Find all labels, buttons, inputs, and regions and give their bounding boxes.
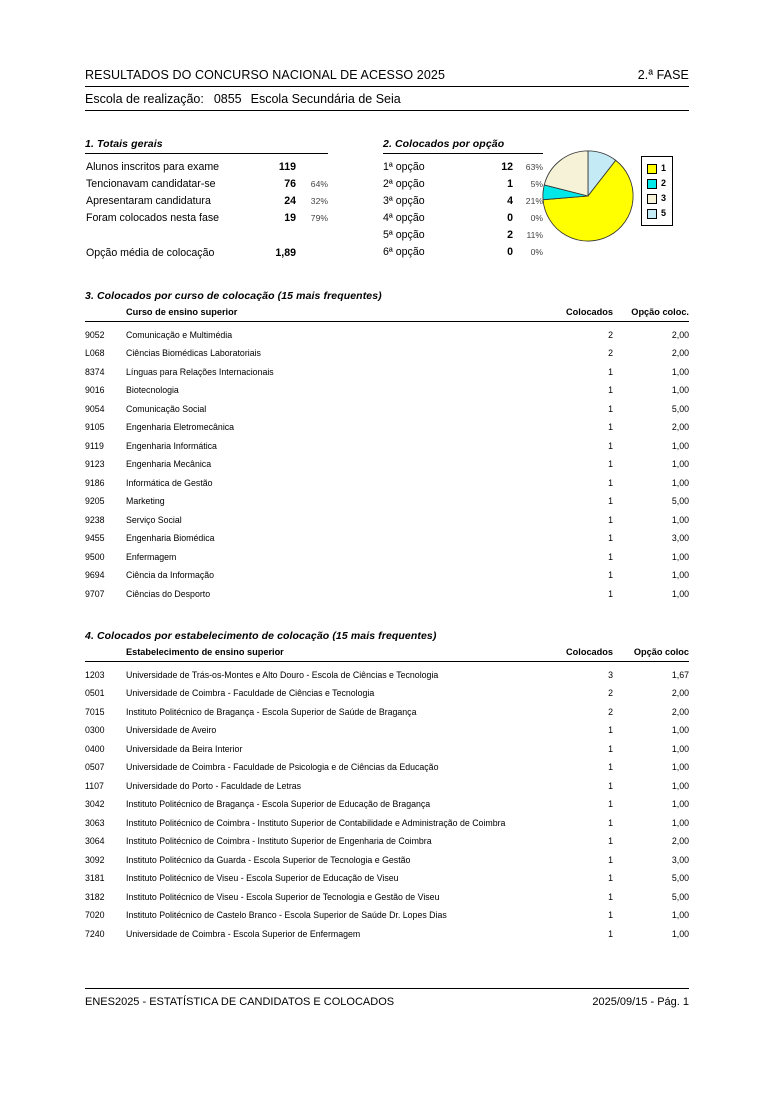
- row-opcao: 2,00: [671, 688, 689, 699]
- row-opcao: 2,00: [671, 706, 689, 717]
- row-opcao: 5,00: [671, 873, 689, 884]
- row-colocados: 1: [608, 891, 613, 902]
- table-row: [85, 703, 689, 721]
- totais-row: [85, 161, 328, 178]
- table-row: [85, 721, 689, 739]
- pie-chart-legend: [641, 156, 673, 226]
- row-code: 3063: [85, 817, 105, 828]
- row-opcao: 1,00: [671, 514, 689, 525]
- footer-row: [85, 989, 689, 1008]
- row-code: 9123: [85, 459, 105, 470]
- table-row: [85, 869, 689, 887]
- row-colocados: 1: [608, 514, 613, 525]
- row-name: Universidade do Porto - Faculdade de Letras: [126, 780, 302, 791]
- section-1-divider: [85, 153, 328, 154]
- pie-chart: [540, 148, 636, 244]
- row-name: Universidade de Trás-os-Montes e Alto Douro - Escola de Ciências e Tecnologia: [126, 670, 439, 680]
- totais-value: 19: [284, 212, 296, 224]
- row-name: Instituto Politécnico de Castelo Branco - Escola Superior de Saúde Dr. Lopes Dias: [126, 910, 447, 921]
- row-opcao: 1,00: [671, 725, 689, 736]
- opcao-label: 2ª opção: [383, 178, 425, 190]
- row-name: Marketing: [126, 496, 165, 507]
- row-name: Instituto Politécnico de Coimbra - Instituto Superior de Engenharia de Coimbra: [126, 836, 432, 847]
- row-code: 3182: [85, 891, 105, 902]
- school-code: 0855: [213, 92, 242, 106]
- row-opcao: 2,00: [671, 422, 689, 433]
- table-row: [85, 363, 689, 381]
- row-code: 9707: [85, 588, 105, 599]
- table-row: [85, 492, 689, 510]
- row-code: 9500: [85, 551, 105, 562]
- opcao-row: [383, 246, 543, 263]
- page-title: RESULTADOS DO CONCURSO NACIONAL DE ACESSO 2025: [85, 68, 446, 82]
- totais-percent: 32%: [310, 196, 328, 206]
- opcao-percent: 21%: [525, 196, 543, 206]
- opcao-label: 4ª opção: [383, 212, 425, 224]
- row-opcao: 1,00: [671, 588, 689, 599]
- row-code: 9016: [85, 385, 105, 396]
- row-name: Universidade de Coimbra - Escola Superior de Enfermagem: [126, 928, 361, 939]
- column-header-curso: Curso de ensino superior: [126, 302, 539, 322]
- table-row: [85, 511, 689, 529]
- row-colocados: 1: [608, 551, 613, 562]
- opcao-value: 4: [507, 195, 513, 207]
- row-code: 1203: [85, 670, 105, 680]
- row-code: 0507: [85, 762, 105, 773]
- row-name: Línguas para Relações Internacionais: [126, 366, 274, 377]
- row-code: 9205: [85, 496, 105, 507]
- opcao-row: [383, 229, 543, 246]
- school-row: [85, 87, 689, 106]
- table-row: [85, 740, 689, 758]
- opcao-row: [383, 212, 543, 229]
- table-row: [85, 924, 689, 942]
- row-code: L068: [85, 348, 105, 359]
- row-name: Ciência da Informação: [126, 570, 215, 581]
- legend-label: 1: [661, 163, 667, 173]
- row-code: 0501: [85, 688, 105, 699]
- school-label: Escola de realização:: [85, 92, 204, 106]
- opcao-percent: 0%: [530, 213, 543, 223]
- row-code: 3092: [85, 854, 105, 865]
- row-colocados: 2: [608, 330, 613, 340]
- row-opcao: 1,00: [671, 570, 689, 581]
- row-name: Instituto Politécnico de Bragança - Escola Superior de Saúde de Bragança: [126, 706, 417, 717]
- table-row: [85, 474, 689, 492]
- row-code: 9694: [85, 570, 105, 581]
- opcao-label: 5ª opção: [383, 229, 425, 241]
- row-name: Comunicação Social: [126, 403, 207, 414]
- row-opcao: 1,00: [671, 440, 689, 451]
- row-name: Engenharia Biomédica: [126, 533, 215, 544]
- opcao-label: 6ª opção: [383, 246, 425, 258]
- table-row: [85, 566, 689, 584]
- table-row: [85, 418, 689, 436]
- section-4-colocados-por-estabelecimento: [85, 630, 689, 943]
- row-name: Instituto Politécnico de Viseu - Escola Superior de Tecnologia e Gestão de Viseu: [126, 891, 440, 902]
- row-name: Biotecnologia: [126, 385, 179, 396]
- row-opcao: 2,00: [671, 836, 689, 847]
- row-name: Instituto Politécnico de Viseu - Escola Superior de Educação de Viseu: [126, 873, 399, 884]
- row-opcao: 5,00: [671, 496, 689, 507]
- row-name: Enfermagem: [126, 551, 177, 562]
- row-colocados: 1: [608, 910, 613, 921]
- row-code: 9238: [85, 514, 105, 525]
- table-row: [85, 662, 689, 685]
- row-colocados: 1: [608, 588, 613, 599]
- totais-label: Tencionavam candidatar-se: [86, 178, 216, 190]
- opcao-percent: 5%: [530, 179, 543, 189]
- legend-item-5: [647, 206, 666, 221]
- column-header-opcao: Opção coloc: [613, 642, 689, 662]
- table-row: [85, 795, 689, 813]
- row-code: 9054: [85, 403, 105, 414]
- opcao-media-label: Opção média de colocação: [86, 247, 215, 259]
- totais-value: 24: [284, 195, 296, 207]
- totais-label: Foram colocados nesta fase: [86, 212, 220, 224]
- table-row: [85, 851, 689, 869]
- row-opcao: 5,00: [671, 403, 689, 414]
- row-colocados: 1: [608, 533, 613, 544]
- row-name: Universidade de Coimbra - Faculdade de Psicologia e de Ciências da Educação: [126, 762, 439, 773]
- table-row: [85, 832, 689, 850]
- legend-swatch-icon: [647, 179, 657, 189]
- table-row: [85, 584, 689, 602]
- row-name: Ciências do Desporto: [126, 588, 211, 599]
- row-colocados: 1: [608, 799, 613, 810]
- row-colocados: 1: [608, 366, 613, 377]
- row-colocados: 1: [608, 725, 613, 736]
- section-3-title: 3. Colocados por curso de colocação (15 mais frequentes): [85, 290, 382, 302]
- row-colocados: 1: [608, 385, 613, 396]
- row-colocados: 1: [608, 496, 613, 507]
- row-opcao: 2,00: [671, 330, 689, 340]
- pie-chart-area: [540, 148, 690, 254]
- row-code: 9455: [85, 533, 105, 544]
- row-code: 8374: [85, 366, 105, 377]
- row-colocados: 2: [608, 348, 613, 359]
- row-colocados: 1: [608, 873, 613, 884]
- totais-percent: 79%: [310, 213, 328, 223]
- table-row: [85, 455, 689, 473]
- opcao-row: [383, 178, 543, 195]
- totais-label: Alunos inscritos para exame: [86, 161, 220, 173]
- row-colocados: 2: [608, 706, 613, 717]
- row-name: Serviço Social: [126, 514, 182, 525]
- row-name: Instituto Politécnico de Bragança - Escola Superior de Educação de Bragança: [126, 799, 431, 810]
- legend-item-2: [647, 176, 666, 191]
- totais-row: [85, 212, 328, 229]
- row-opcao: 1,67: [671, 670, 689, 680]
- row-name: Engenharia Informática: [126, 440, 217, 451]
- opcao-value: 0: [507, 246, 513, 258]
- opcao-row: [383, 161, 543, 178]
- row-colocados: 1: [608, 477, 613, 488]
- section-2-rows: [383, 161, 543, 263]
- row-code: 3181: [85, 873, 105, 884]
- table-row: [85, 400, 689, 418]
- opcao-media-row: [85, 247, 328, 264]
- row-code: 7240: [85, 928, 105, 939]
- table-row: [85, 777, 689, 795]
- totais-row: [85, 195, 328, 212]
- totais-percent: 64%: [310, 179, 328, 189]
- table-row: [85, 684, 689, 702]
- column-header-code: [85, 642, 126, 662]
- table-row: [85, 381, 689, 399]
- row-opcao: 1,00: [671, 780, 689, 791]
- row-colocados: 1: [608, 854, 613, 865]
- column-header-opcao: Opção coloc.: [613, 302, 689, 322]
- document-header: [85, 68, 689, 111]
- opcao-percent: 11%: [526, 230, 543, 240]
- row-opcao: 1,00: [671, 477, 689, 488]
- table-row: [85, 814, 689, 832]
- row-code: 7015: [85, 706, 105, 717]
- totais-row: [85, 178, 328, 195]
- row-code: 7020: [85, 910, 105, 921]
- row-colocados: 1: [608, 743, 613, 754]
- row-code: 9119: [85, 440, 104, 451]
- row-opcao: 1,00: [671, 385, 689, 396]
- legend-label: 5: [661, 208, 667, 218]
- row-colocados: 1: [608, 440, 613, 451]
- row-name: Informática de Gestão: [126, 477, 213, 488]
- legend-swatch-icon: [647, 164, 657, 174]
- opcao-label: 3ª opção: [383, 195, 425, 207]
- table-header-row: [85, 642, 689, 662]
- row-colocados: 1: [608, 403, 613, 414]
- row-opcao: 1,00: [671, 366, 689, 377]
- legend-label: 3: [661, 193, 667, 203]
- row-colocados: 3: [608, 670, 613, 680]
- section-1-totais-gerais: [85, 138, 328, 264]
- table-row: [85, 906, 689, 924]
- row-spacer: [85, 229, 328, 247]
- row-colocados: 1: [608, 459, 613, 470]
- row-name: Comunicação e Multimédia: [126, 330, 233, 340]
- table-row: [85, 437, 689, 455]
- row-name: Engenharia Eletromecânica: [126, 422, 235, 433]
- column-header-colocados: Colocados: [539, 302, 613, 322]
- document-page: [85, 0, 689, 1093]
- row-opcao: 1,00: [671, 910, 689, 921]
- section-2-colocados-por-opcao: [383, 138, 543, 263]
- header-title-row: [85, 68, 689, 82]
- row-opcao: 1,00: [671, 551, 689, 562]
- section-4-title: 4. Colocados por estabelecimento de colocação (15 mais frequentes): [85, 630, 437, 642]
- section-2-divider: [383, 153, 543, 154]
- row-code: 1107: [85, 780, 104, 791]
- row-name: Engenharia Mecânica: [126, 459, 212, 470]
- section-1-title: 1. Totais gerais: [85, 138, 163, 150]
- row-opcao: 1,00: [671, 743, 689, 754]
- row-code: 3042: [85, 799, 105, 810]
- row-name: Universidade de Aveiro: [126, 725, 217, 736]
- row-code: 0300: [85, 725, 105, 736]
- row-opcao: 1,00: [671, 459, 689, 470]
- row-code: 9052: [85, 330, 105, 340]
- row-name: Universidade de Coimbra - Faculdade de Ciências e Tecnologia: [126, 688, 375, 699]
- opcao-value: 0: [507, 212, 513, 224]
- phase-label: 2.ª FASE: [637, 68, 689, 82]
- opcao-value: 2: [507, 229, 513, 241]
- row-opcao: 1,00: [671, 799, 689, 810]
- footer-left-text: ENES2025 - ESTATÍSTICA DE CANDIDATOS E COLOCADOS: [85, 996, 395, 1008]
- row-colocados: 1: [608, 928, 613, 939]
- legend-label: 2: [661, 178, 667, 188]
- header-divider-bottom: [85, 110, 689, 111]
- section-3-colocados-por-curso: [85, 290, 689, 603]
- opcao-percent: 63%: [525, 162, 543, 172]
- legend-item-1: [647, 161, 666, 176]
- table-header-row: [85, 302, 689, 322]
- row-colocados: 1: [608, 762, 613, 773]
- legend-swatch-icon: [647, 194, 657, 204]
- table-row: [85, 888, 689, 906]
- row-name: Instituto Politécnico da Guarda - Escola Superior de Tecnologia e Gestão: [126, 854, 411, 865]
- table-row: [85, 529, 689, 547]
- cursos-table-body: [85, 322, 689, 603]
- estabelecimentos-table-body: [85, 662, 689, 943]
- legend-item-3: [647, 191, 666, 206]
- opcao-row: [383, 195, 543, 212]
- row-opcao: 3,00: [671, 533, 689, 544]
- totais-value: 119: [278, 161, 296, 173]
- opcao-value: 12: [501, 161, 513, 173]
- table-row: [85, 344, 689, 362]
- table-row: [85, 548, 689, 566]
- row-colocados: 1: [608, 780, 613, 791]
- cursos-table: [85, 302, 689, 603]
- section-1-rows: [85, 161, 328, 264]
- totais-value: 76: [284, 178, 296, 190]
- estabelecimentos-table: [85, 642, 689, 943]
- column-header-estabelecimento: Estabelecimento de ensino superior: [126, 642, 539, 662]
- row-name: Ciências Biomédicas Laboratoriais: [126, 348, 261, 359]
- row-opcao: 3,00: [671, 854, 689, 865]
- row-code: 0400: [85, 743, 105, 754]
- document-footer: [85, 988, 689, 1008]
- column-header-code: [85, 302, 126, 322]
- footer-right-text: 2025/09/15 - Pág. 1: [592, 996, 689, 1008]
- opcao-percent: 0%: [530, 247, 543, 257]
- table-row: [85, 322, 689, 345]
- row-opcao: 1,00: [671, 928, 689, 939]
- row-code: 3064: [85, 836, 105, 847]
- row-colocados: 1: [608, 422, 613, 433]
- row-opcao: 1,00: [671, 762, 689, 773]
- legend-swatch-icon: [647, 209, 657, 219]
- row-code: 9186: [85, 477, 105, 488]
- row-colocados: 1: [608, 817, 613, 828]
- row-name: Universidade da Beira Interior: [126, 743, 243, 754]
- totais-label: Apresentaram candidatura: [86, 195, 211, 207]
- opcao-media-value: 1,89: [275, 247, 296, 259]
- row-name: Instituto Politécnico de Coimbra - Instituto Superior de Contabilidade e Administração de Coimbra: [126, 817, 506, 828]
- table-row: [85, 758, 689, 776]
- column-header-colocados: Colocados: [539, 642, 613, 662]
- row-opcao: 1,00: [671, 817, 689, 828]
- opcao-label: 1ª opção: [383, 161, 425, 173]
- opcao-value: 1: [507, 178, 513, 190]
- row-colocados: 2: [608, 688, 613, 699]
- school-name: Escola Secundária de Seia: [250, 92, 401, 106]
- row-opcao: 5,00: [671, 891, 689, 902]
- section-2-title: 2. Colocados por opção: [383, 138, 505, 150]
- row-code: 9105: [85, 422, 105, 433]
- row-colocados: 1: [608, 836, 613, 847]
- row-colocados: 1: [608, 570, 613, 581]
- row-opcao: 2,00: [671, 348, 689, 359]
